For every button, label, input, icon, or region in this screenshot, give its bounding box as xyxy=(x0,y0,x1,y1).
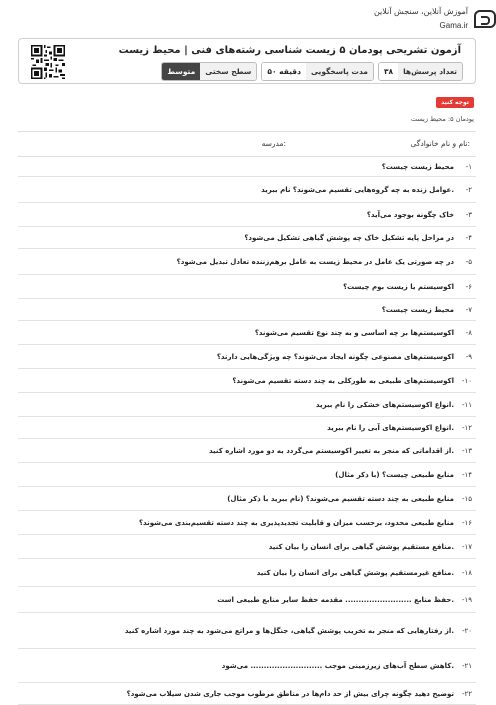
question-row xyxy=(18,275,476,299)
question-number: -۸ xyxy=(465,328,472,337)
question-row xyxy=(18,157,476,177)
question-number: -۳ xyxy=(465,210,472,219)
question-text: حفظ منابع ......................... مقدمه حفظ سایر منابع طبیعی است. xyxy=(217,595,454,604)
question-row xyxy=(18,463,476,487)
exam-info-pills xyxy=(161,62,463,81)
question-number: -۲۱ xyxy=(461,661,472,670)
question-count-pill xyxy=(378,62,463,81)
question-row xyxy=(18,613,476,649)
question-text: منابع طبیعی به چند دسته تقسیم می‌شوند؟ (نام ببرید با ذکر مثال) xyxy=(227,494,454,503)
question-list xyxy=(18,157,476,705)
question-text: خاک چگونه بوجود می‌آید؟ xyxy=(366,210,454,219)
question-row xyxy=(18,227,476,249)
question-text: اکوسیستم‌ها بر چه اساسی و به چند نوع تقسیم می‌شوند؟ xyxy=(254,328,454,337)
question-text: انواع اکوسیستم‌های خشکی را نام ببرید. xyxy=(315,400,454,409)
pill-label: تعداد پرسش‌ها xyxy=(398,63,462,80)
question-row xyxy=(18,587,476,613)
question-number: -۱۷ xyxy=(461,542,472,551)
question-number: -۲ xyxy=(465,185,472,194)
question-text: عوامل زنده به چه گروه‌هایی تقسیم می‌شوند؟ نام ببرید. xyxy=(261,185,454,194)
qr-code-icon xyxy=(31,45,65,79)
question-number: -۱۰ xyxy=(461,376,472,385)
question-number: -۹ xyxy=(465,352,472,361)
question-text: در چه صورتی یک عامل در محیط زیست به عامل برهم‌زننده تعادل تبدیل می‌شود؟ xyxy=(176,257,454,266)
question-row xyxy=(18,511,476,535)
student-info-row xyxy=(18,131,476,157)
question-text: کاهش سطح آب‌های زیرزمینی موجب ........................... می‌شود. xyxy=(221,661,454,670)
question-text: محیط زیست چیست؟ xyxy=(381,305,454,314)
question-number: -۲۲ xyxy=(461,689,472,698)
student-name-label: نام و نام خانوادگی: xyxy=(410,139,470,148)
gama-logo-icon xyxy=(474,10,496,28)
pill-value: ۵۰ دقیقه xyxy=(262,63,306,80)
question-number: -۶ xyxy=(465,282,472,291)
question-number: -۴ xyxy=(465,233,472,242)
question-row xyxy=(18,369,476,393)
question-text: اکوسیستم‌های طبیعی به طورکلی به چند دسته تقسیم می‌شوند؟ xyxy=(232,376,454,385)
question-text: از اقداماتی که منجر به تغییر اکوسیستم می‌گردد به دو مورد اشاره کنید. xyxy=(208,446,454,455)
pill-value: متوسط xyxy=(162,63,200,80)
brand-slogan: آموزش آنلاین، سنجش آنلاین xyxy=(373,7,468,16)
question-number: -۱۴ xyxy=(461,470,472,479)
question-text: اکوسیستم یا زیست بوم چیست؟ xyxy=(343,282,454,291)
note-badge: توجه کنید xyxy=(436,97,474,108)
pill-label: سطح سختی xyxy=(200,63,256,80)
pill-value: ۳۸ xyxy=(379,63,398,80)
question-number: -۲۰ xyxy=(461,626,472,635)
question-text: منابع طبیعی محدود، برحسب میزان و قابلیت تجدیدپذیری به چند دسته تقسیم‌بندی می‌شوند؟ xyxy=(139,518,454,527)
pill-label: مدت پاسخگویی xyxy=(306,63,373,80)
note-text: پودمان ۵: محیط زیست xyxy=(410,115,474,123)
question-text: اکوسیستم‌های مصنوعی چگونه ایجاد می‌شوند؟ چه ویژگی‌هایی دارند؟ xyxy=(216,352,454,361)
question-row xyxy=(18,487,476,511)
question-row xyxy=(18,439,476,463)
question-row xyxy=(18,177,476,203)
question-number: -۱۱ xyxy=(461,400,472,409)
question-text: توضیح دهید چگونه چرای بیش از حد دام‌ها در مناطق مرطوب موجب جاری شدن سیلاب می‌شود؟ xyxy=(126,689,454,698)
question-text: منابع طبیعی چیست؟ (با ذکر مثال) xyxy=(335,470,454,479)
question-text: انواع اکوسیستم‌های آبی را نام ببرید. xyxy=(327,423,454,432)
question-text: منافع غیرمستقیم پوشش گیاهی برای انسان را بیان کنید. xyxy=(256,568,454,577)
question-row xyxy=(18,203,476,227)
question-number: -۱۸ xyxy=(461,568,472,577)
question-row xyxy=(18,559,476,587)
question-number: -۱۶ xyxy=(461,518,472,527)
question-row xyxy=(18,535,476,559)
question-row xyxy=(18,345,476,369)
question-row xyxy=(18,393,476,417)
question-text: محیط زیست چیست؟ xyxy=(381,162,454,171)
school-label: مدرسه: xyxy=(261,139,286,148)
question-row xyxy=(18,299,476,321)
question-text: منافع مستقیم پوشش گیاهی برای انسان را بیان کنید. xyxy=(268,542,454,551)
difficulty-pill xyxy=(161,62,257,81)
question-row xyxy=(18,417,476,439)
question-number: -۱ xyxy=(465,162,472,171)
question-row xyxy=(18,249,476,275)
question-number: -۱۲ xyxy=(461,423,472,432)
brand-site: Gama.ir xyxy=(439,21,468,30)
question-row xyxy=(18,321,476,345)
duration-pill xyxy=(261,62,374,81)
question-number: -۱۹ xyxy=(461,595,472,604)
question-number: -۷ xyxy=(465,305,472,314)
question-text: در مراحل پایه تشکیل خاک چه پوشش گیاهی تشکیل می‌شود؟ xyxy=(244,233,454,242)
exam-header xyxy=(18,38,476,84)
question-number: -۱۳ xyxy=(461,446,472,455)
question-text: از رفتارهایی که منجر به تخریب پوشش گیاهی، جنگل‌ها و مراتع می‌شود به چند مورد اشاره کنید. xyxy=(124,626,454,635)
exam-title: آزمون تشریحی پودمان ۵ زیست شناسی رشته‌های فنی | محیط زیست xyxy=(118,45,461,56)
question-row xyxy=(18,649,476,683)
brand xyxy=(266,2,496,34)
question-number: -۵ xyxy=(465,257,472,266)
question-number: -۱۵ xyxy=(461,494,472,503)
